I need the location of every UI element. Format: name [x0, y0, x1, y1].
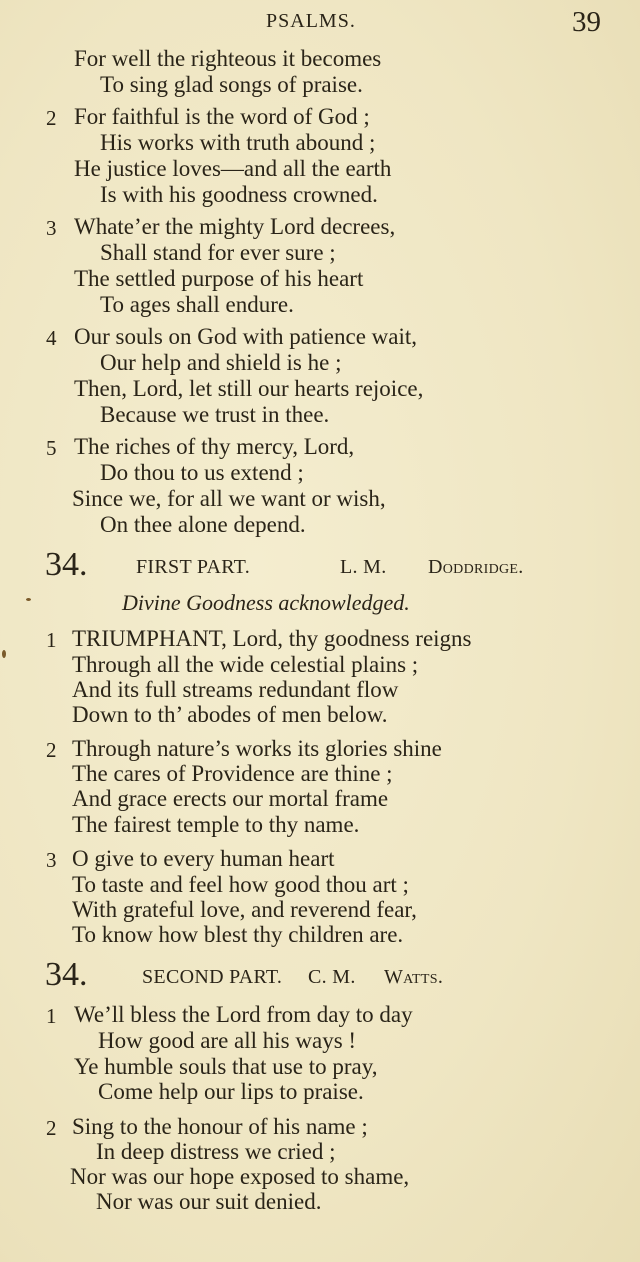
hymn-meter: C. M.: [308, 966, 356, 988]
verse-number: 3: [46, 848, 57, 872]
verse-line: Ye humble souls that use to pray,: [74, 1054, 378, 1079]
verse-line: TRIUMPHANT, Lord, thy goodness reigns: [72, 626, 472, 651]
verse-line: His works with truth abound ;: [100, 130, 376, 155]
verse-line: Whate’er the mighty Lord decrees,: [74, 214, 396, 239]
verse-line: Come help our lips to praise.: [98, 1079, 364, 1104]
verse-line: To taste and feel how good thou art ;: [72, 872, 409, 897]
hymn-header: [0, 546, 640, 586]
verse-number: 2: [46, 738, 57, 762]
verse-number: 2: [46, 1116, 57, 1140]
verse-line: To ages shall endure.: [100, 292, 294, 317]
verse-line: Nor was our hope exposed to shame,: [70, 1164, 410, 1189]
verse-line: Is with his goodness crowned.: [100, 182, 378, 207]
verse-number: 2: [46, 106, 57, 130]
verse-line: For well the righteous it becomes: [74, 46, 382, 71]
verse-line: Our souls on God with patience wait,: [74, 324, 418, 349]
hymn-author: Watts.: [384, 966, 444, 988]
verse-line: To know how blest thy children are.: [72, 922, 404, 947]
verse-line: The riches of thy mercy, Lord,: [74, 434, 355, 459]
running-head: [0, 6, 640, 36]
verse-line: Our help and shield is he ;: [100, 350, 342, 375]
hymn-subtitle: Divine Goodness acknowledged.: [122, 590, 410, 615]
verse-line: O give to every human heart: [72, 846, 335, 871]
verse-line: In deep distress we cried ;: [96, 1139, 336, 1164]
hymn-part: FIRST PART.: [136, 556, 251, 578]
verse-line: Shall stand for ever sure ;: [100, 240, 336, 265]
verse-line: On thee alone depend.: [100, 512, 306, 537]
verse-line: The fairest temple to thy name.: [72, 812, 360, 837]
verse-line: Through all the wide celestial plains ;: [72, 652, 419, 677]
verse-line: The cares of Providence are thine ;: [72, 761, 393, 786]
verse-number: 3: [46, 216, 57, 240]
verse-line: Do thou to us extend ;: [100, 460, 304, 485]
hymn-number: 34.: [45, 546, 88, 583]
page-number: 39: [572, 6, 601, 38]
verse-line: How good are all his ways !: [98, 1028, 357, 1053]
verse-line: Because we trust in thee.: [100, 402, 330, 427]
verse-line: The settled purpose of his heart: [74, 266, 364, 291]
hymn-author: Doddridge.: [428, 556, 524, 578]
verse-line: He justice loves—and all the earth: [74, 156, 392, 181]
verse-line: We’ll bless the Lord from day to day: [74, 1002, 413, 1027]
verse-line: Sing to the honour of his name ;: [72, 1114, 368, 1139]
verse-line: And its full streams redundant flow: [72, 677, 399, 702]
hymn-header: [0, 956, 640, 996]
hymn-part: SECOND PART.: [142, 966, 283, 988]
verse-number: 1: [46, 628, 57, 652]
verse-number: 1: [46, 1004, 57, 1028]
paper-speck: [2, 650, 6, 658]
hymn-meter: L. M.: [340, 556, 387, 578]
verse-line: Then, Lord, let still our hearts rejoice,: [74, 376, 424, 401]
verse-line: Down to th’ abodes of men below.: [72, 702, 388, 727]
verse-line: Nor was our suit denied.: [96, 1189, 322, 1214]
paper-speck: [26, 598, 31, 601]
verse-line: And grace erects our mortal frame: [72, 786, 389, 811]
verse-line: To sing glad songs of praise.: [100, 72, 363, 97]
verse-number: 4: [46, 326, 57, 350]
verse-line: Through nature’s works its glories shine: [72, 736, 442, 761]
verse-line: Since we, for all we want or wish,: [72, 486, 386, 511]
verse-line: With grateful love, and reverend fear,: [72, 897, 417, 922]
running-title: PSALMS.: [266, 10, 356, 32]
verse-line: For faithful is the word of God ;: [74, 104, 370, 129]
hymn-number: 34.: [45, 956, 88, 993]
verse-number: 5: [46, 436, 57, 460]
